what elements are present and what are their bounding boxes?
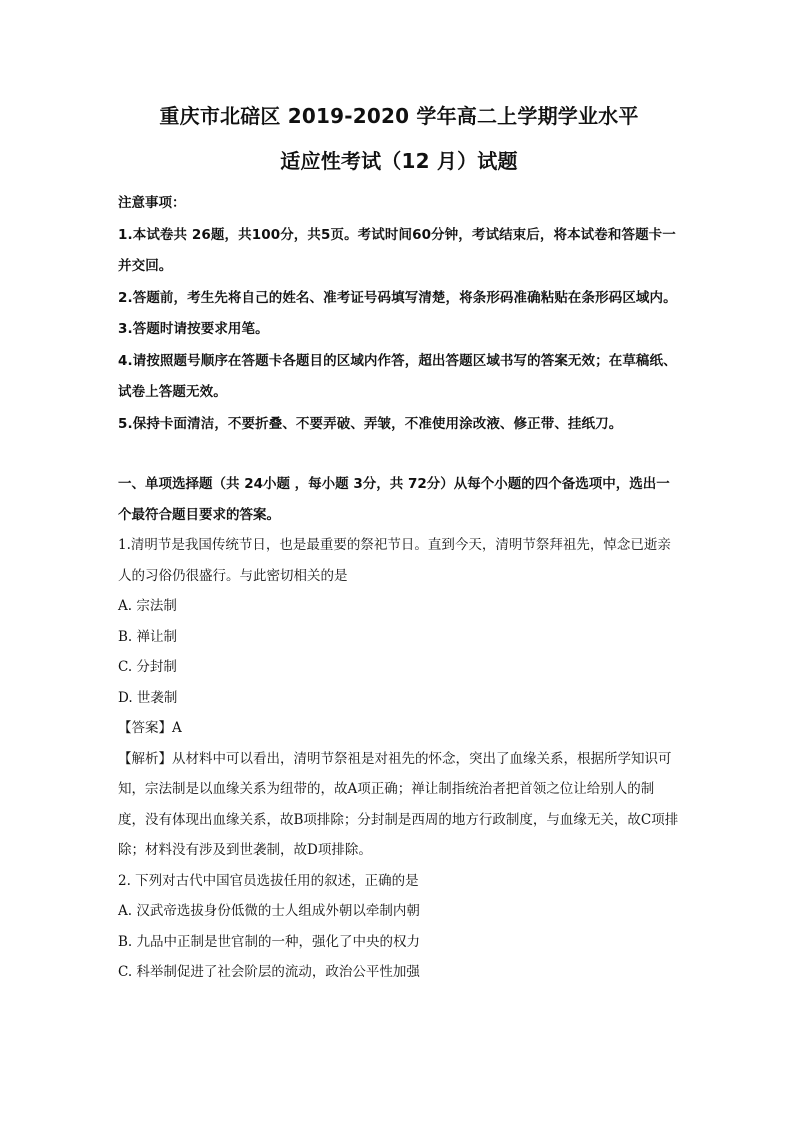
answer-key: 【答案】A xyxy=(118,720,182,736)
question-stem: 2. 下列对古代中国官员选拔任用的叙述，正确的是 xyxy=(118,872,419,889)
answer-option-a: A. 宗法制 xyxy=(118,598,177,614)
question-1 xyxy=(118,530,680,866)
document-title-line1: 重庆市北碚区 2019-2020 学年高二上学期学业水平 xyxy=(159,104,639,128)
section-heading: 一、单项选择题（共 24小题 ，每小题 3分，共 72分）从每个小题的四个备选项中，选出一个最符合题目要求的答案。 xyxy=(118,476,670,523)
note-item: 4.请按照题号顺序在答题卡各题目的区域内作答，超出答题区域书写的答案无效；在草稿纸、试卷上答题无效。 xyxy=(118,352,677,400)
document-page xyxy=(118,100,680,988)
answer-option-b: B. 九品中正制是世官制的一种，强化了中央的权力 xyxy=(118,933,421,950)
note-item: 3.答题时请按要求用笔。 xyxy=(118,321,269,337)
answer-option-b: B. 禅让制 xyxy=(118,628,178,645)
document-title-line2: 适应性考试（12 月）试题 xyxy=(280,149,518,173)
answer-option-c: C. 分封制 xyxy=(118,659,177,675)
note-item: 5.保持卡面清洁，不要折叠、不要弄破、弄皱，不准使用涂改液、修正带、挂纸刀。 xyxy=(118,415,623,432)
notes-title: 注意事项： xyxy=(118,195,186,211)
answer-analysis: 【解析】从材料中可以看出，清明节祭祖是对祖先的怀念，突出了血缘关系，根据所学知识可知，宗法制是以血缘关系为纽带的，故A项正确；禅让制指统治者把首领之位让给别人的制度，没有体现出血缘关系，故B项排除；分封制是西周的地方行政制度，与血缘无关，故C项排除；材料没有涉及到世袭制，故D项排除。 xyxy=(118,750,679,858)
note-item: 2.答题前，考生先将自己的姓名、准考证号码填写清楚，将条形码准确粘贴在条形码区域内。 xyxy=(118,289,677,306)
answer-option-c: C. 科举制促进了社会阶层的流动，政治公平性加强 xyxy=(118,964,420,980)
question-stem: 1.清明节是我国传统节日，也是最重要的祭祀节日。直到今天，清明节祭拜祖先，悼念已逝亲人的习俗仍很盛行。与此密切相关的是 xyxy=(118,537,671,584)
answer-option-d: D. 世袭制 xyxy=(118,689,178,706)
answer-option-a: A. 汉武帝选拔身份低微的士人组成外朝以牵制内朝 xyxy=(118,903,420,919)
question-2 xyxy=(118,866,680,988)
note-item: 1.本试卷共 26题，共100分，共5页。考试时间60分钟，考试结束后，将本试卷和答题卡一并交回。 xyxy=(118,226,676,274)
exam-notes xyxy=(118,188,680,440)
